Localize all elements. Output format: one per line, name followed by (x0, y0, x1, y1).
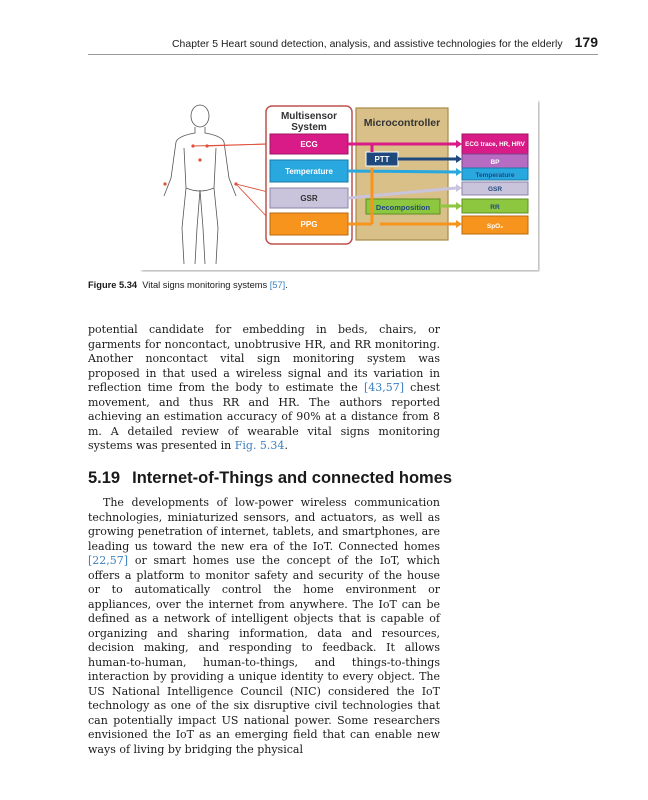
running-header (88, 34, 598, 55)
para2-citation-link[interactable]: [22,57] (88, 554, 129, 567)
para2-text-b: or smart homes use the concept of the IoT, which offers a platform to monitor safety and security of the house or to automatically control the home environment or appliances, over the internet from anywhere. The IoT can be defined as a network of intelligent objects that is capable of organizing and sharing information, data and resources, decision making, and responding to feedback. It allows human-to-human, human-to-things, and things-to-things interaction by providing a unique identity to every object. The US National Intelligence Council (NIC) considered the IoT technology as one of the six disruptive civil technologies that can potentially impact US national power. Some researchers envisioned the IoT as an emerging field that can enable new ways of living by bridging the physical (88, 554, 440, 756)
microcontroller-title: Microcontroller (363, 117, 441, 129)
section-heading (88, 469, 453, 488)
para2-text-a: The developments of low-power wireless communication technologies, miniaturized sensors, and actuators, as well as growing penetration of internet, tablets, and smartphones, are leading us toward the new era of the IoT. Connected homes (88, 496, 440, 553)
decomposition-label: Decomposition (375, 203, 431, 212)
figure-vital-signs (140, 100, 540, 272)
caption-ref-link[interactable]: [57] (269, 280, 286, 290)
output-rr-label: RR (490, 204, 500, 211)
output-ecg-label: ECG trace, HR, HRV (465, 141, 525, 148)
para1-figure-link[interactable]: Fig. 5.34 (234, 439, 285, 452)
page-number: 179 (574, 34, 598, 50)
para1-citation-link[interactable]: [43,57] (363, 381, 405, 394)
ptt-label: PTT (374, 155, 390, 164)
multisensor-title-1: Multisensor (280, 111, 338, 122)
output-temperature-label: Temperature (475, 172, 515, 179)
sensor-gsr-label: GSR (300, 194, 318, 203)
body-paragraph-1 (88, 323, 440, 454)
caption-end: . (285, 280, 288, 290)
para1-text-b: chest movement, and thus RR and HR. The authors reported achieving an estimation accuracy of 90% at a distance from 8 m. A detailed review of wearable vital signs monitoring systems was presented in (88, 381, 440, 452)
output-spo2-label: SpO₂ (486, 223, 504, 230)
vital-signs-diagram (140, 100, 540, 272)
output-gsr-label: GSR (487, 186, 503, 193)
multisensor-title-2: System (291, 122, 327, 133)
para1-text-a: potential candidate for embedding in beds, chairs, or garments for noncontact, unobtrusive HR, and RR monitoring. Another noncontact vital sign monitoring system was proposed in that used a wireless signal and its variation in reflection time from the body to estimate the (88, 323, 440, 394)
body-paragraph-2 (88, 496, 440, 757)
caption-text: Vital signs monitoring systems (142, 280, 270, 290)
section-number: 5.19 (88, 469, 121, 487)
output-bp-label: BP (490, 159, 500, 166)
section-title: Internet-of-Things and connected homes (132, 469, 453, 487)
para1-text-c: . (284, 439, 288, 452)
sensor-temperature-label: Temperature (285, 167, 333, 176)
sensor-ppg-label: PPG (300, 220, 318, 229)
sensor-ecg-label: ECG (300, 140, 318, 149)
figure-caption (88, 280, 288, 290)
chapter-title: Chapter 5 Heart sound detection, analysis, and assistive technologies for the elderly (171, 39, 563, 50)
caption-label: Figure 5.34 (88, 280, 138, 290)
